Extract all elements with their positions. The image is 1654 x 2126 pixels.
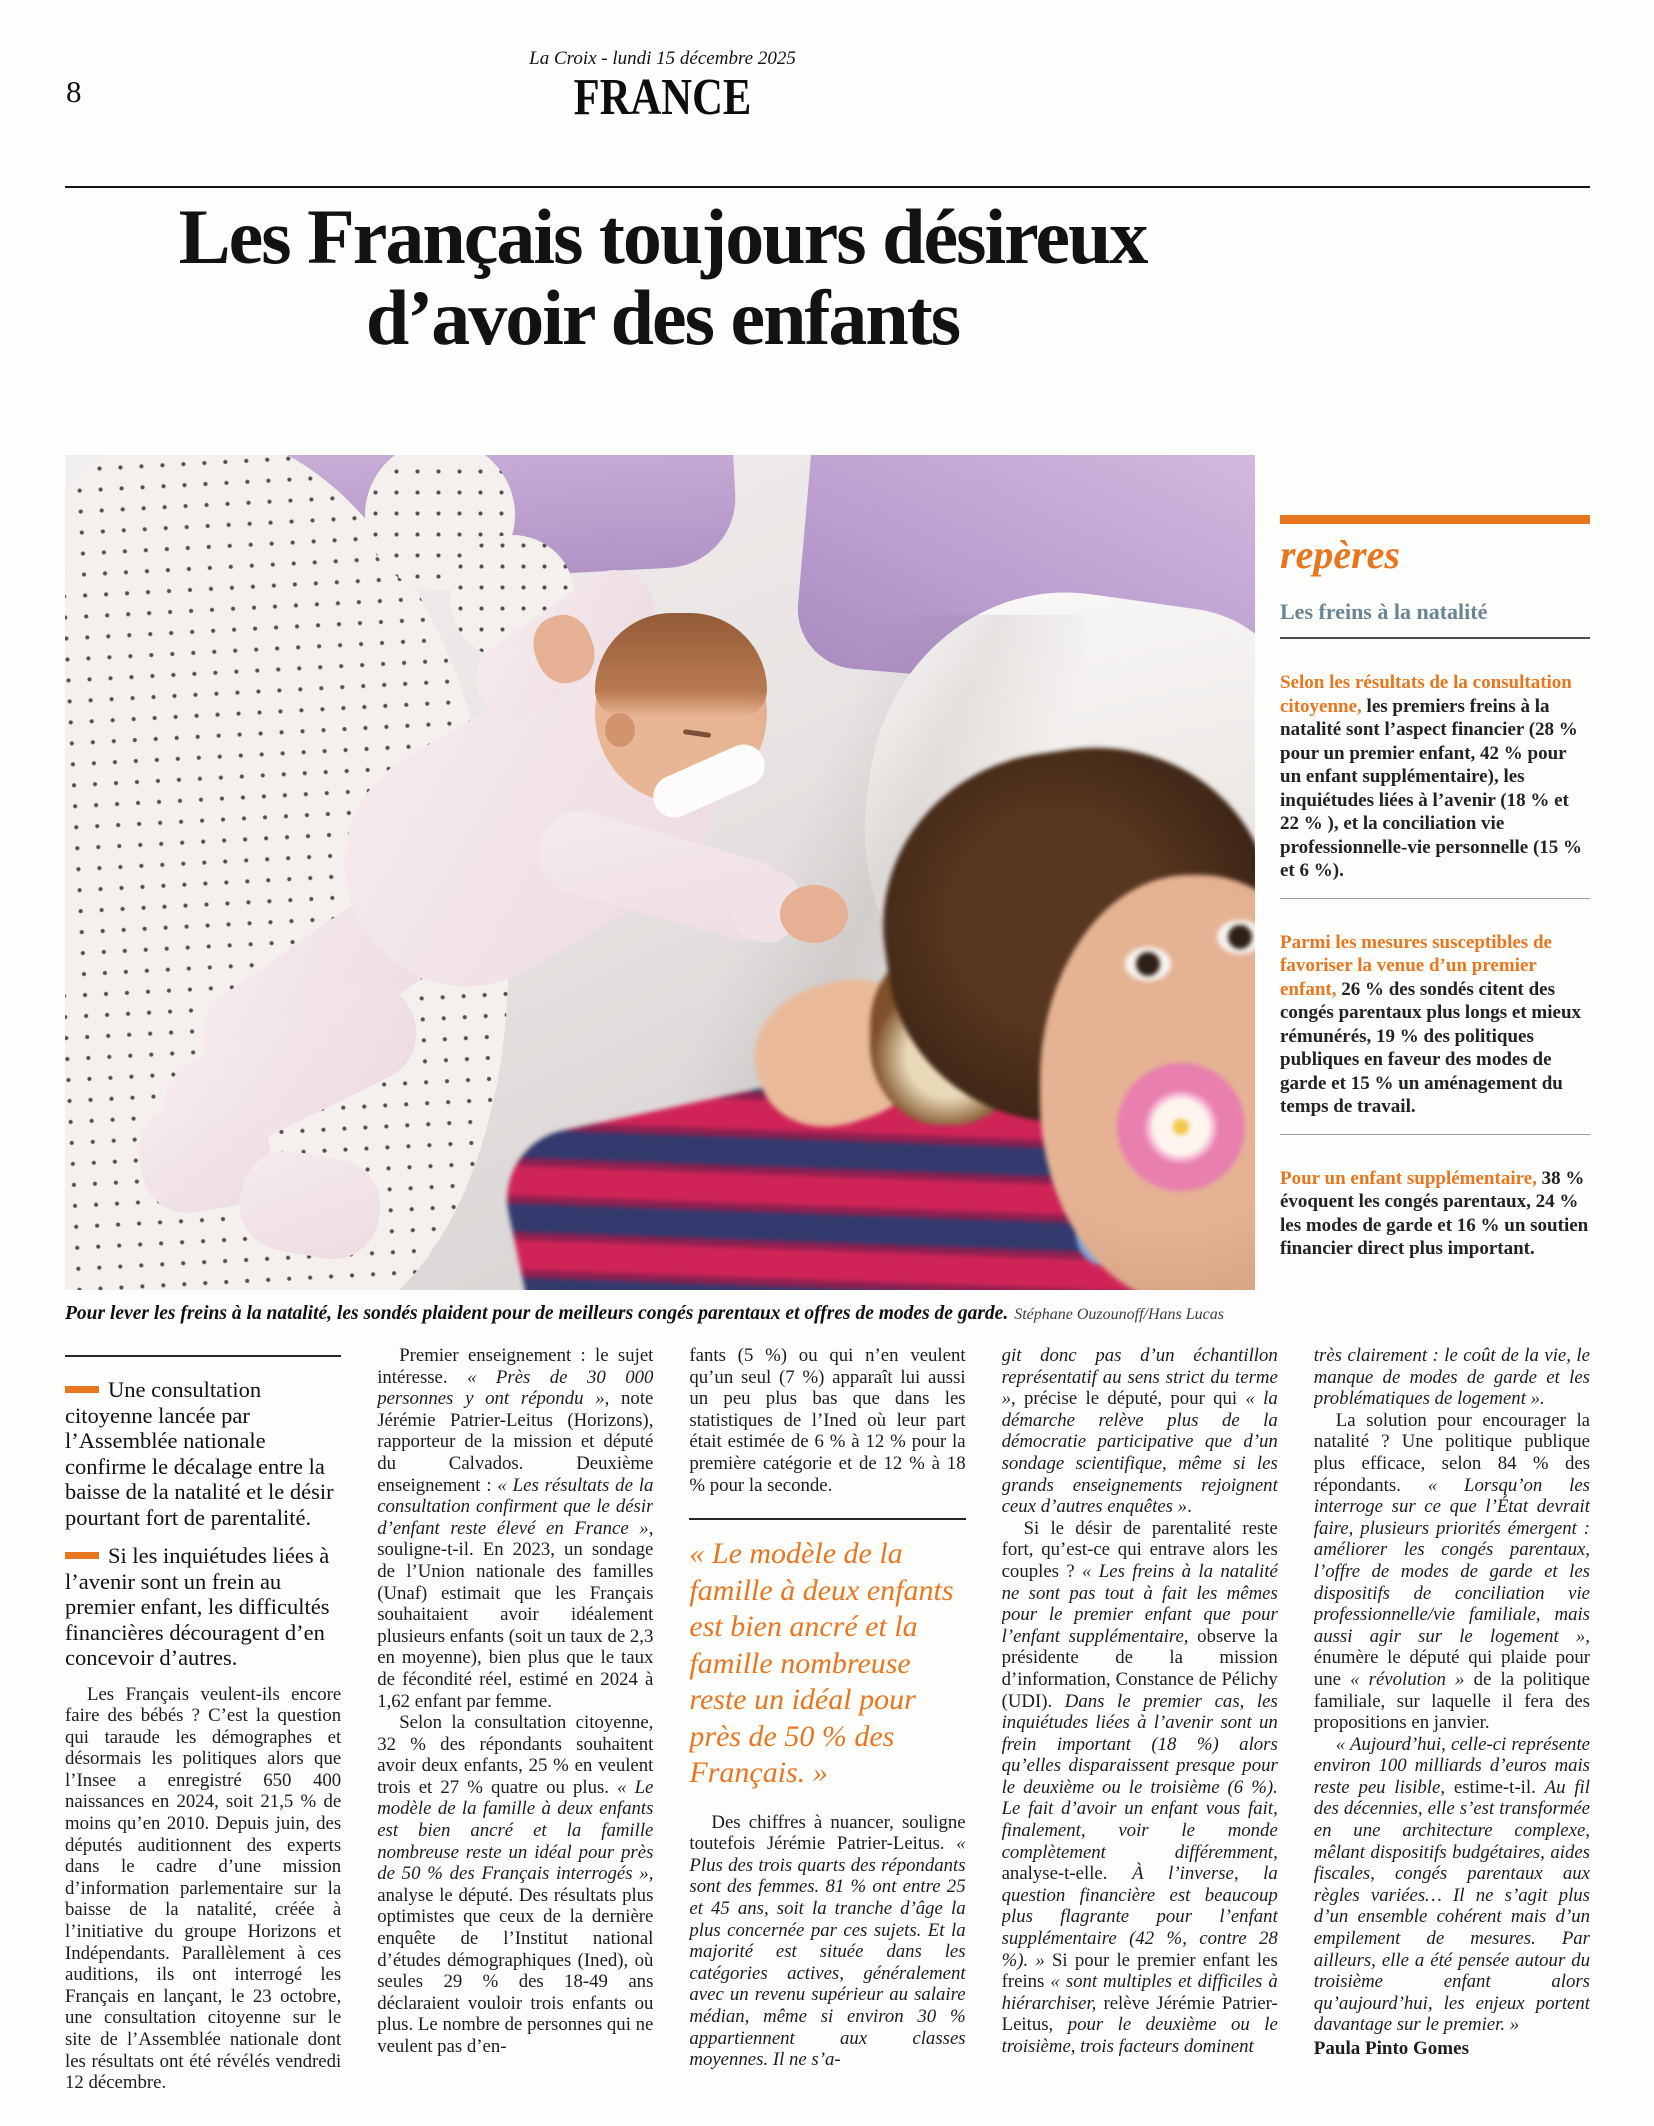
- standfirst-paragraph: [65, 1377, 341, 1530]
- photo-toddler-eye: [1217, 920, 1255, 954]
- article-headline: [65, 193, 1260, 361]
- sidebar-block-text: les premiers freins à la natalité sont l’aspect financier (28 % pour un premier enfant, 42 % pour un enfant supplémentaire), les inquiétudes liées à l’avenir (18 % et 22 % ), et la conciliation vie professionnelle-vie personnelle (15 % et 6 %).: [1280, 695, 1583, 881]
- photo-toddler-iris: [1228, 925, 1252, 949]
- reperes-sidebar: [1280, 515, 1590, 1295]
- article-paragraph: « Aujourd’hui, celle-ci représente environ 100 milliards d’euros mais reste peu lisible, estime-t-il. Au fil des décennies, elle s’est transformée en une architecture complexe, mêlant dispositifs budgétaires, aides fiscales, congés parentaux aux règles variées… Il ne s’agit plus d’un ensemble cohérent mais d’un empilement de mesures. Par ailleurs, elle a été pensée autour du troisième enfant alors qu’aujourd’hui, les enjeux portent davantage sur le premier. »: [1313, 1733, 1590, 2036]
- article-paragraph: La solution pour encourager la natalité ? Une politique publique plus efficace, selon 84 % des répondants. « Lorsqu’on les interroge sur ce que l’État devrait faire, plusieurs priorités émergent : améliorer les congés parentaux, l’offre de modes de garde et les dispositifs de conciliation vie professionnelle/vie familiale, mais aussi agir sur le logement », énumère le député qui plaide pour une « révolution » de la politique familiale, sur laquelle il fera des propositions en janvier.: [1313, 1409, 1590, 1734]
- article-paragraph: git donc pas d’un échantillon représentatif au sens strict du terme », précise le député, pour qui « la démarche relève plus de la démocratie participative que d’un sondage scientifique, même si les grands enseignements rejoignent ceux d’autres enquêtes ».: [1001, 1345, 1278, 1518]
- standfirst-text: Une consultation citoyenne lancée par l’Assemblée nationale confirme le décalage entre la baisse de la natalité et le désir pourtant fort de parentalité.: [65, 1377, 334, 1530]
- sidebar-block-text: 26 % des sondés citent des congés parentaux plus longs et mieux rémunérés, 19 % des politiques publiques en faveur des modes de garde et 15 % un aménagement du temps de travail.: [1280, 978, 1582, 1117]
- photo-credit: Stéphane Ouzounoff/Hans Lucas: [1014, 1306, 1224, 1323]
- orange-dash-icon: [65, 1386, 99, 1393]
- photo-caption: [65, 1302, 1590, 1327]
- article-column-3: [689, 1345, 965, 2117]
- section-title: FRANCE: [573, 69, 752, 126]
- article-paragraph: Des chiffres à nuancer, souligne toutefois Jérémie Patrier-Leitus. « Plus des trois quarts des répondants sont des femmes. 81 % ont entre 25 et 45 ans, soit la tranche d’âge la plus concernée par ces sujets. Et la majorité est située dans les catégories actives, généralement avec un revenu supérieur au salaire médian, même si environ 30 % appartiennent aux classes moyennes. Il ne s’a-: [689, 1811, 966, 2071]
- article-photo: [65, 455, 1255, 1290]
- sidebar-block-text: 38 % évoquent les congés parentaux, 24 % les modes de garde et 16 % un soutien financier direct plus important.: [1280, 1167, 1589, 1259]
- pull-quote-text: « Le modèle de la famille à deux enfants est bien ancré et la famille nombreuse reste un idéal pour près de 50 % des Français. »: [689, 1537, 954, 1790]
- headline-line-1: Les Français toujours désireux: [178, 193, 1147, 280]
- pull-quote: [689, 1518, 965, 1792]
- sidebar-block-lead: Parmi les mesures susceptibles de favoriser la venue d’un premier enfant,: [1280, 931, 1552, 1000]
- photo-caption-text: Pour lever les freins à la natalité, les sondés plaident pour de meilleurs congés parentaux et offres de modes de garde.: [65, 1303, 1009, 1324]
- sidebar-title: Les freins à la natalité: [1280, 599, 1590, 639]
- photo-toddler-eye: [1125, 947, 1171, 981]
- sidebar-block-lead: Selon les résultats de la consultation citoyenne,: [1280, 672, 1572, 717]
- sidebar-block: [1280, 658, 1590, 899]
- article-paragraph: Selon la consultation citoyenne, 32 % des répondants souhaitent avoir deux enfants, 25 % en veulent trois et 27 % quatre ou plus. « Le modèle de la famille à deux enfants est bien ancré et la famille nombreuse reste un idéal pour près de 50 % des Français interrogés », analyse le député. Des résultats plus optimistes que ceux de la dernière enquête de l’Institut national d’études démographiques (Ined), où seules 29 % des 18-49 ans déclaraient vouloir trois enfants ou plus. Le nombre de personnes qui ne veulent pas d’en-: [377, 1712, 654, 2057]
- article-paragraph: Premier enseignement : le sujet intéresse. « Près de 30 000 personnes y ont répondu », note Jérémie Patrier-Leitus (Horizons), rapporteur de la mission et député du Calvados. Deuxième enseignement : « Les résultats de la consultation confirment que le désir d’enfant reste élevé en France », souligne-t-il. En 2023, un sondage de l’Union nationale des familles (Unaf) estimait que les Français souhaitaient avoir idéalement plusieurs enfants (soit un taux de 2,3 en moyenne), bien plus que le taux de fécondité réel, estimé en 2024 à 1,62 enfant par femme.: [377, 1345, 654, 1712]
- masthead-dateline: La Croix - lundi 15 décembre 2025: [529, 48, 796, 69]
- article-paragraph: Les Français veulent-ils encore faire des bébés ? C’est la question qui taraude les démographes et désormais les politiques alors que l’Insee a enregistré 650 400 naissances en 2024, soit 21,5 % de moins qu’en 2010. Depuis juin, des députés auditionnent des experts dans le cadre d’une mission d’information parlementaire sur la baisse de la natalité, créée à l’initiative du groupe Horizons et Indépendants. Parallèlement à ces auditions, ils ont interrogé les Français en lançant, le 23 octobre, une consultation citoyenne sur le site de l’Assemblée nationale dont les résultats ont été révélés vendredi 12 décembre.: [65, 1683, 342, 2094]
- article-column-1: [65, 1345, 341, 2117]
- sidebar-accent-bar: [1280, 515, 1590, 524]
- article-column-4: [1002, 1345, 1278, 2117]
- photo-toddler-group: [65, 455, 1255, 1290]
- article-paragraph: fants (5 %) ou qui n’en veulent qu’un seul (7 %) apparaît lui aussi un peu plus bas que dans les statistiques de l’Ined où leur part était estimée de 6 % à 12 % pour la première catégorie et de 12 % à 18 % pour la seconde.: [689, 1345, 966, 1496]
- article-column-2: [377, 1345, 653, 2117]
- article-paragraph: Si le désir de parentalité reste fort, qu’est-ce qui entrave alors les couples ? « Les freins à la natalité ne sont pas tout à fait les mêmes pour le premier enfant que pour l’enfant supplémentaire, observe la présidente de la mission d’information, Constance de Pélichy (UDI). Dans le premier cas, les inquiétudes liées à l’avenir sont un frein important (18 %) alors qu’elles disparaissent presque pour le deuxième ou le troisième (6 %). Le fait d’avoir un enfant vous fait, finalement, voir le monde complètement différemment, analyse-t-elle. À l’inverse, la question financière est beaucoup plus flagrante pour l’enfant supplémentaire (42 %, contre 28 %). » Si pour le premier enfant les freins « sont multiples et difficiles à hiérarchiser, relève Jérémie Patrier-Leitus, pour le deuxième ou le troisième, trois facteurs dominent: [1001, 1517, 1278, 2057]
- header-rule: [65, 186, 1590, 188]
- sidebar-block: [1280, 1154, 1590, 1276]
- standfirst-paragraph: [65, 1543, 341, 1671]
- page-number: 8: [66, 74, 82, 109]
- article-paragraph: très clairement : le coût de la vie, le manque de modes de garde et les problématiques de logement ».: [1313, 1345, 1590, 1410]
- article-column-5: [1314, 1345, 1590, 2117]
- photo-toddler-iris: [1136, 952, 1160, 976]
- article-body: [65, 1345, 1590, 2117]
- sidebar-block: [1280, 918, 1590, 1135]
- headline-line-2: d’avoir des enfants: [365, 274, 960, 361]
- standfirst-text: Si les inquiétudes liées à l’avenir sont un frein au premier enfant, les difficultés financières découragent d’en concevoir d’autres.: [65, 1543, 330, 1670]
- orange-dash-icon: [65, 1552, 99, 1559]
- standfirst-rule: [65, 1355, 341, 1357]
- photo-pacifier-center: [1151, 1097, 1211, 1157]
- sidebar-block-lead: Pour un enfant supplémentaire,: [1280, 1167, 1537, 1189]
- article-byline: Paula Pinto Gomes: [1313, 2038, 1469, 2059]
- pull-quote-rule: [689, 1518, 965, 1520]
- sidebar-kicker: repères: [1280, 532, 1400, 577]
